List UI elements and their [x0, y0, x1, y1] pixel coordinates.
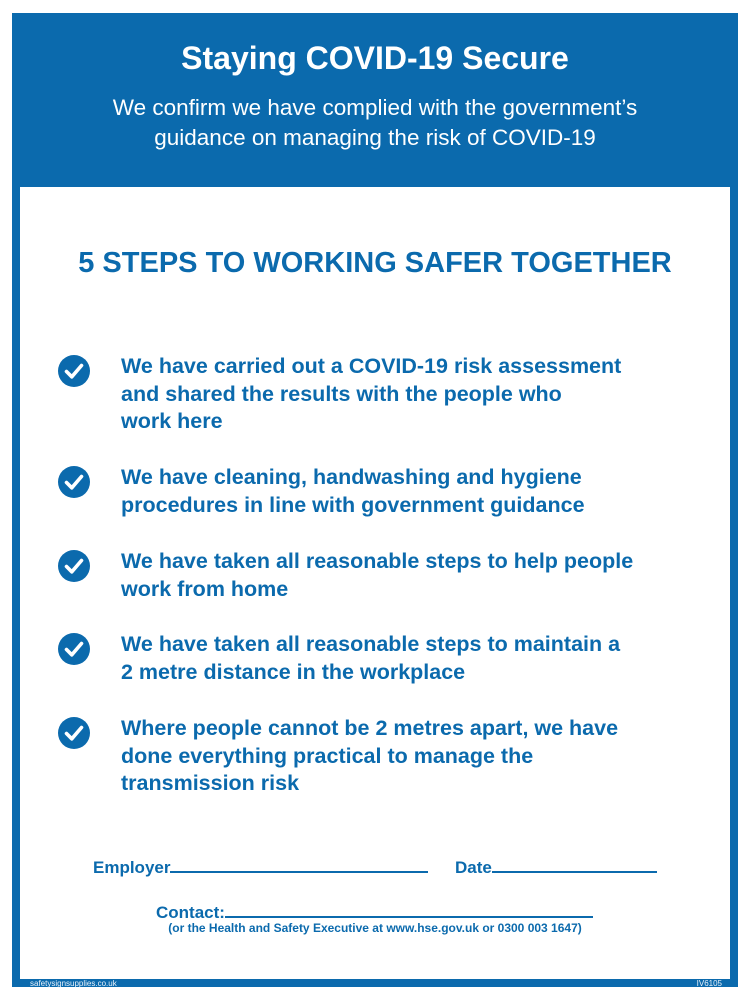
employer-field[interactable]: [93, 854, 428, 879]
employer-line[interactable]: [170, 854, 428, 873]
step-text-5: [121, 715, 721, 798]
subtitle-line-1: We confirm we have complied with the government’s: [112, 95, 638, 120]
subtitle-line-2: guidance on managing the risk of COVID-19: [154, 125, 596, 150]
step-line: We have carried out a COVID-19 risk assessment: [121, 354, 622, 378]
sign-header: [12, 13, 738, 187]
contact-line[interactable]: [225, 899, 593, 918]
sign-code: IV6105: [696, 979, 722, 988]
step-text-4: [121, 631, 721, 686]
step-line: work here: [121, 409, 223, 433]
date-label: Date: [455, 858, 492, 877]
step-line: done everything practical to manage the: [121, 743, 534, 768]
date-field[interactable]: [455, 854, 657, 879]
sign-title: Staying COVID-19 Secure: [181, 40, 569, 76]
step-text-1: [121, 353, 721, 436]
check-circle-icon: [58, 717, 90, 749]
step-text-3: [121, 548, 721, 603]
step-line: We have taken all reasonable steps to maintain a: [121, 632, 621, 656]
steps-heading: 5 STEPS TO WORKING SAFER TOGETHER: [78, 247, 672, 279]
step-line: transmission risk: [121, 771, 300, 795]
check-circle-icon: [58, 550, 90, 582]
sign-subtitle: [42, 93, 708, 153]
content-panel: [20, 187, 730, 979]
step-line: work from home: [121, 576, 289, 601]
supplier-website: safetysignsupplies.co.uk: [30, 979, 117, 988]
step-line: We have taken all reasonable steps to help people: [121, 549, 634, 573]
employer-label: Employer: [93, 858, 171, 877]
contact-label: Contact:: [156, 903, 225, 922]
contact-note: (or the Health and Safety Executive at www.hse.gov.uk or 0300 003 1647): [168, 921, 582, 935]
check-circle-icon: [58, 355, 90, 387]
check-circle-icon: [58, 633, 90, 665]
step-line: procedures in line with government guidance: [121, 492, 585, 517]
step-line: and shared the results with the people who: [121, 381, 562, 406]
step-line: 2 metre distance in the workplace: [121, 659, 466, 684]
covid-secure-sign: [12, 13, 738, 987]
step-text-2: [121, 464, 721, 519]
step-line: We have cleaning, handwashing and hygiene: [121, 465, 582, 489]
check-circle-icon: [58, 466, 90, 498]
step-line: Where people cannot be 2 metres apart, we have: [121, 716, 619, 740]
date-line[interactable]: [492, 854, 657, 873]
